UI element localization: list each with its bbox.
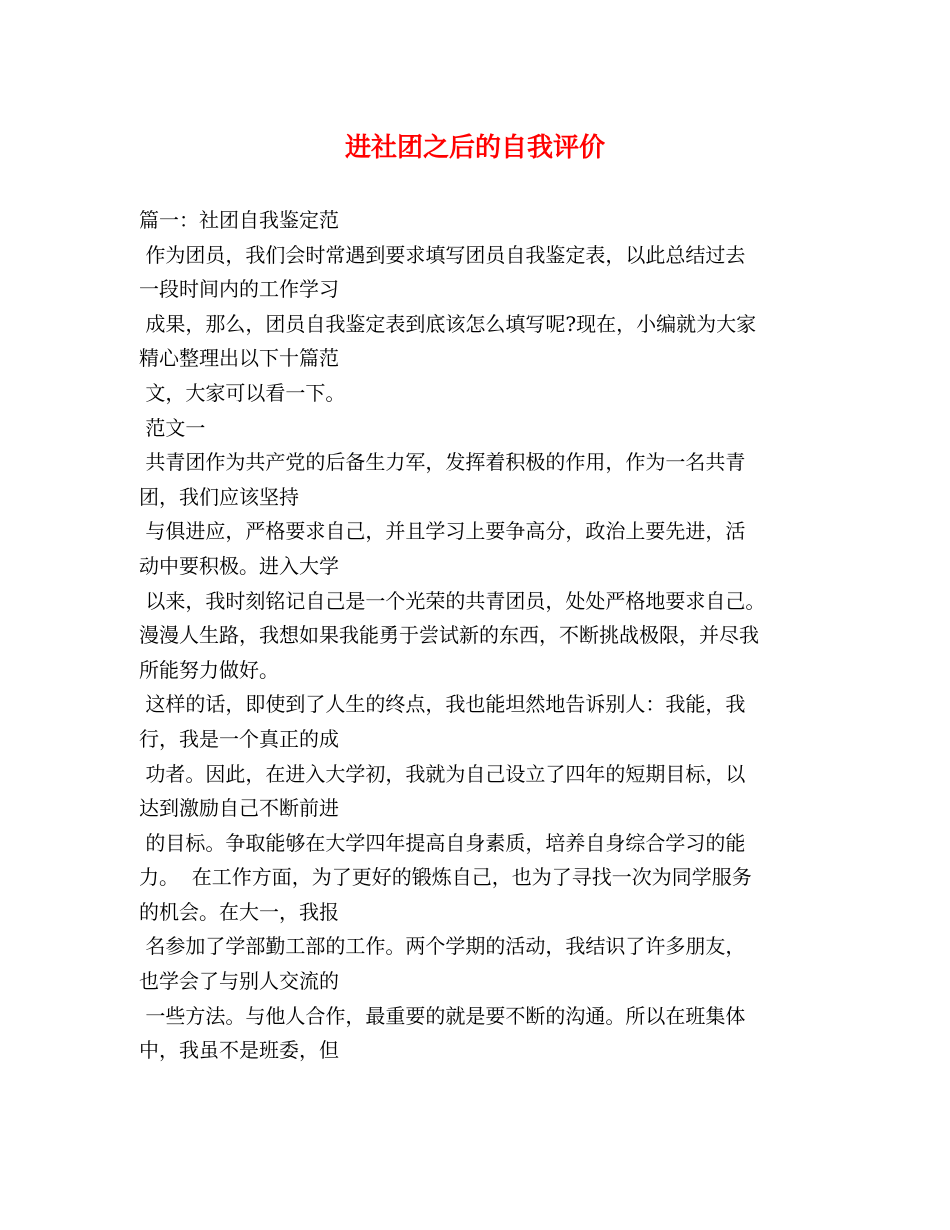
body-line: 以来，我时刻铭记自己是一个光荣的共青团员，处处严格地要求自己。 — [139, 588, 766, 613]
body-line: 漫漫人生路，我想如果我能勇于尝试新的东西，不断挑战极限，并尽我 — [139, 623, 759, 648]
body-line: 的目标。争取能够在大学四年提高自身素质，培养自身综合学习的能 — [139, 830, 746, 855]
body-line: 这样的话，即使到了人生的终点，我也能坦然地告诉别人：我能，我 — [139, 692, 746, 717]
body-line: 动中要积极。进入大学 — [139, 553, 339, 578]
body-line: 共青团作为共产党的后备生力军，发挥着积极的作用，作为一名共青 — [139, 450, 746, 475]
body-line: 一段时间内的工作学习 — [139, 277, 339, 302]
body-line: 也学会了与别人交流的 — [139, 969, 339, 994]
body-line: 团，我们应该坚持 — [139, 484, 299, 509]
body-line: 的机会。在大一，我报 — [139, 899, 339, 924]
document-body — [139, 203, 819, 1068]
body-line: 精心整理出以下十篇范 — [139, 346, 339, 371]
body-line: 所能努力做好。 — [139, 657, 279, 682]
body-line: 文，大家可以看一下。 — [139, 380, 346, 405]
body-line: 名参加了学部勤工部的工作。两个学期的活动，我结识了许多朋友， — [139, 934, 746, 959]
body-line: 功者。因此，在进入大学初，我就为自己设立了四年的短期目标，以 — [139, 761, 746, 786]
body-line: 行，我是一个真正的成 — [139, 726, 339, 751]
body-line: 作为团员，我们会时常遇到要求填写团员自我鉴定表，以此总结过去 — [139, 242, 746, 267]
body-line: 力。 在工作方面，为了更好的锻炼自己，也为了寻找一次为同学服务 — [139, 865, 752, 890]
body-line: 范文一 — [139, 415, 206, 440]
body-line: 篇一：社团自我鉴定范 — [139, 208, 339, 232]
body-line: 一些方法。与他人合作，最重要的就是要不断的沟通。所以在班集体 — [139, 1003, 746, 1028]
body-line: 中，我虽不是班委，但 — [139, 1038, 339, 1063]
document-title: 进社团之后的自我评价 — [344, 133, 605, 163]
body-line: 达到激励自己不断前进 — [139, 796, 339, 821]
body-line: 与俱进应，严格要求自己，并且学习上要争高分，政治上要先进，活 — [139, 519, 746, 544]
body-line: 成果，那么，团员自我鉴定表到底该怎么填写呢?现在，小编就为大家 — [139, 311, 757, 336]
